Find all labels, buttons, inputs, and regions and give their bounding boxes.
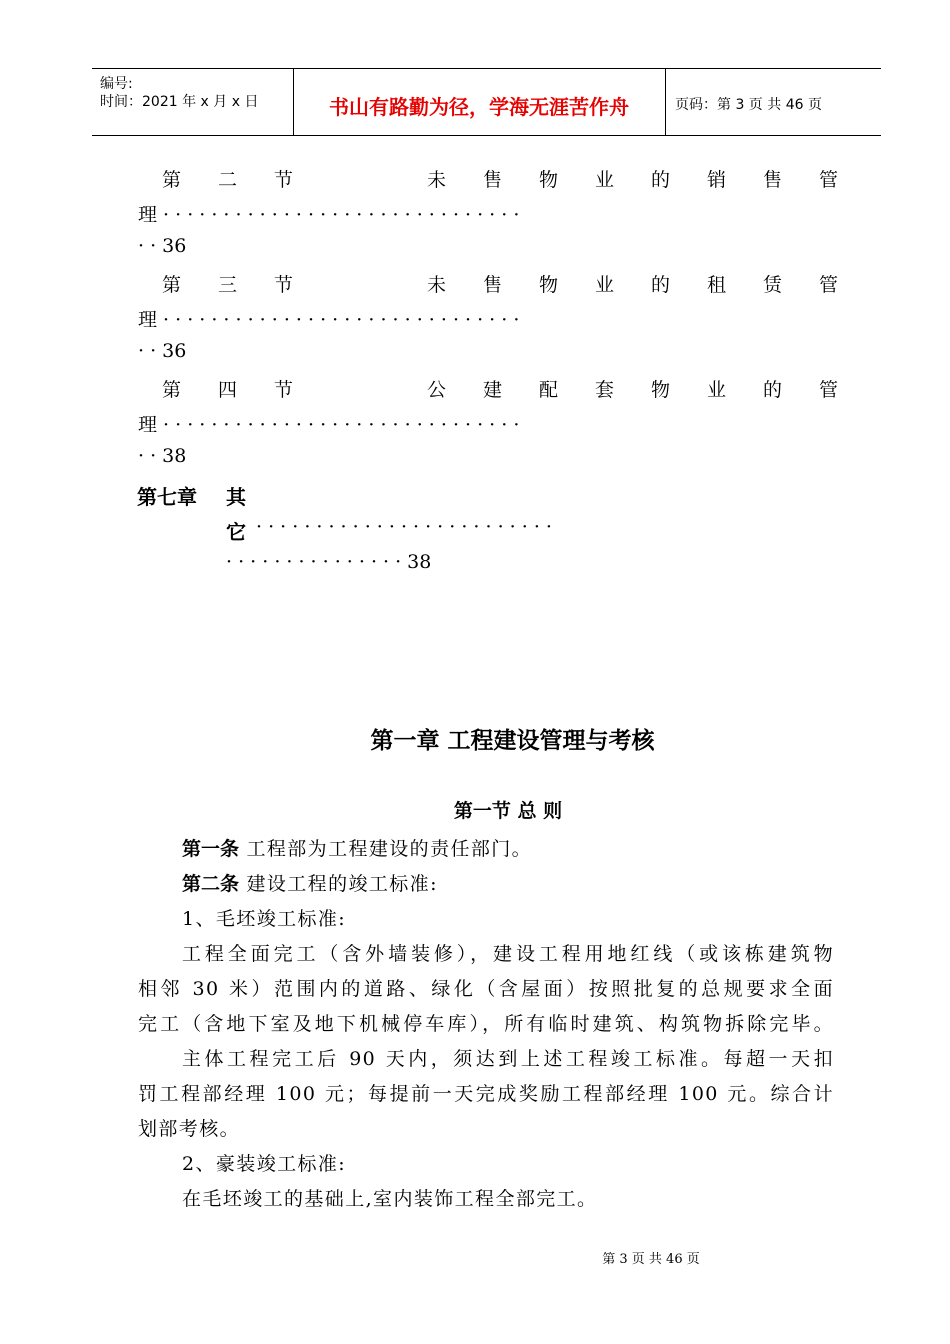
paragraph-line: 完工（含地下室及地下机械停车库），所有临时建筑、构筑物拆除完毕。 <box>138 1013 834 1035</box>
header-motto: 书山有路勤为径，学海无涯苦作舟 <box>329 95 629 119</box>
header-middle-cell <box>293 69 666 135</box>
section-title: 第一节 总 则 <box>453 800 563 822</box>
toc-title-char: 售 <box>482 169 502 191</box>
paragraph-line: 在毛坯竣工的基础上,室内装饰工程全部完工。 <box>182 1188 598 1210</box>
toc-title-char: 租 <box>706 274 726 296</box>
article-text: 建设工程的竣工标准: <box>246 873 438 895</box>
toc-entry-title <box>162 270 838 297</box>
article-1 <box>182 834 834 861</box>
toc-title-char: 赁 <box>762 274 782 296</box>
toc-title-char: 节 <box>274 169 294 191</box>
toc-entry-page: · · 36 <box>138 340 187 362</box>
toc-title-char: 节 <box>274 379 294 401</box>
toc-entry-title <box>162 165 838 192</box>
paragraph-line: 罚工程部经理 100 元；每提前一天完成奖励工程部经理 100 元。综合计 <box>138 1083 834 1105</box>
paragraph-line: 主体工程完工后 90 天内，须达到上述工程竣工标准。每超一天扣 <box>182 1048 834 1070</box>
list-item-1: 1、毛坯竣工标准: <box>182 908 347 930</box>
toc-title-char: 第 <box>162 379 182 401</box>
toc-chapter-7-title-1: 其 <box>226 485 246 509</box>
toc-title-char: 公 <box>426 379 446 401</box>
toc-entry-section-2 <box>138 165 838 199</box>
toc-title-char: 的 <box>650 169 670 191</box>
toc-title-char: 三 <box>218 274 238 296</box>
article-label: 第一条 <box>182 838 240 860</box>
toc-title-char: 配 <box>538 379 558 401</box>
toc-entry-section-3 <box>138 270 838 304</box>
article-2 <box>182 869 834 896</box>
toc-chapter-7-title-2: 它 <box>226 520 246 544</box>
toc-title-char: 四 <box>218 379 238 401</box>
toc-title-char: 售 <box>762 169 782 191</box>
toc-title-char: 第 <box>162 169 182 191</box>
toc-title-char: 管 <box>818 379 838 401</box>
toc-title-char: 管 <box>818 274 838 296</box>
list-item-2: 2、豪装竣工标准: <box>182 1153 347 1175</box>
article-label: 第二条 <box>182 873 240 895</box>
toc-title-char: 第 <box>162 274 182 296</box>
serial-label: 编号: <box>100 76 133 92</box>
toc-title-char: 建 <box>482 379 502 401</box>
article-text: 工程部为工程建设的责任部门。 <box>246 838 533 860</box>
toc-gap <box>330 375 390 402</box>
toc-title-char: 未 <box>426 274 446 296</box>
page-footer: 第 3 页 共 46 页 <box>602 1252 700 1267</box>
paragraph-line: 相邻 30 米）范围内的道路、绿化（含屋面）按照批复的总规要求全面 <box>138 978 834 1000</box>
toc-title-char: 二 <box>218 169 238 191</box>
toc-title-char: 业 <box>706 379 726 401</box>
paragraph-line: 工程全面完工（含外墙装修），建设工程用地红线（或该栋建筑物 <box>182 943 834 965</box>
toc-entry-page: · · · · · · · · · · · · · · · 38 <box>226 551 432 573</box>
toc-title-char: 的 <box>650 274 670 296</box>
toc-entry-leader: 理 · · · · · · · · · · · · · · · · · · · · · · · · · · · · · · <box>138 414 520 436</box>
toc-title-char: 业 <box>594 274 614 296</box>
toc-title-char: 套 <box>594 379 614 401</box>
toc-title-char: 未 <box>426 169 446 191</box>
toc-title-char: 管 <box>818 169 838 191</box>
toc-entry-title <box>162 375 838 402</box>
toc-title-char: 物 <box>538 274 558 296</box>
header-left-cell <box>92 69 294 135</box>
paragraph-line: 划部考核。 <box>138 1118 241 1140</box>
toc-title-char: 物 <box>538 169 558 191</box>
toc-title-char: 销 <box>706 169 726 191</box>
time-label: 时间：2021 年 x 月 x 日 <box>100 94 259 110</box>
toc-entry-page: · · 38 <box>138 445 187 467</box>
chapter-title: 第一章 工程建设管理与考核 <box>370 728 655 754</box>
page-number-label: 页码：第 3 页 共 46 页 <box>675 97 822 113</box>
toc-entry-leader: 理 · · · · · · · · · · · · · · · · · · · · · · · · · · · · · · <box>138 204 520 226</box>
toc-entry-page: · · 36 <box>138 235 187 257</box>
header-right-cell <box>665 69 881 135</box>
toc-title-char: 业 <box>594 169 614 191</box>
toc-title-char: 的 <box>762 379 782 401</box>
page-header <box>92 68 881 136</box>
toc-title-char: 售 <box>482 274 502 296</box>
toc-gap <box>330 165 390 192</box>
toc-entry-leader: · · · · · · · · · · · · · · · · · · · · · · · · · <box>256 516 552 538</box>
toc-entry-section-4 <box>138 375 838 409</box>
toc-chapter-7-label: 第七章 <box>137 485 197 509</box>
toc-gap <box>330 270 390 297</box>
toc-title-char: 物 <box>650 379 670 401</box>
toc-title-char: 节 <box>274 274 294 296</box>
toc-entry-leader: 理 · · · · · · · · · · · · · · · · · · · · · · · · · · · · · · <box>138 309 520 331</box>
